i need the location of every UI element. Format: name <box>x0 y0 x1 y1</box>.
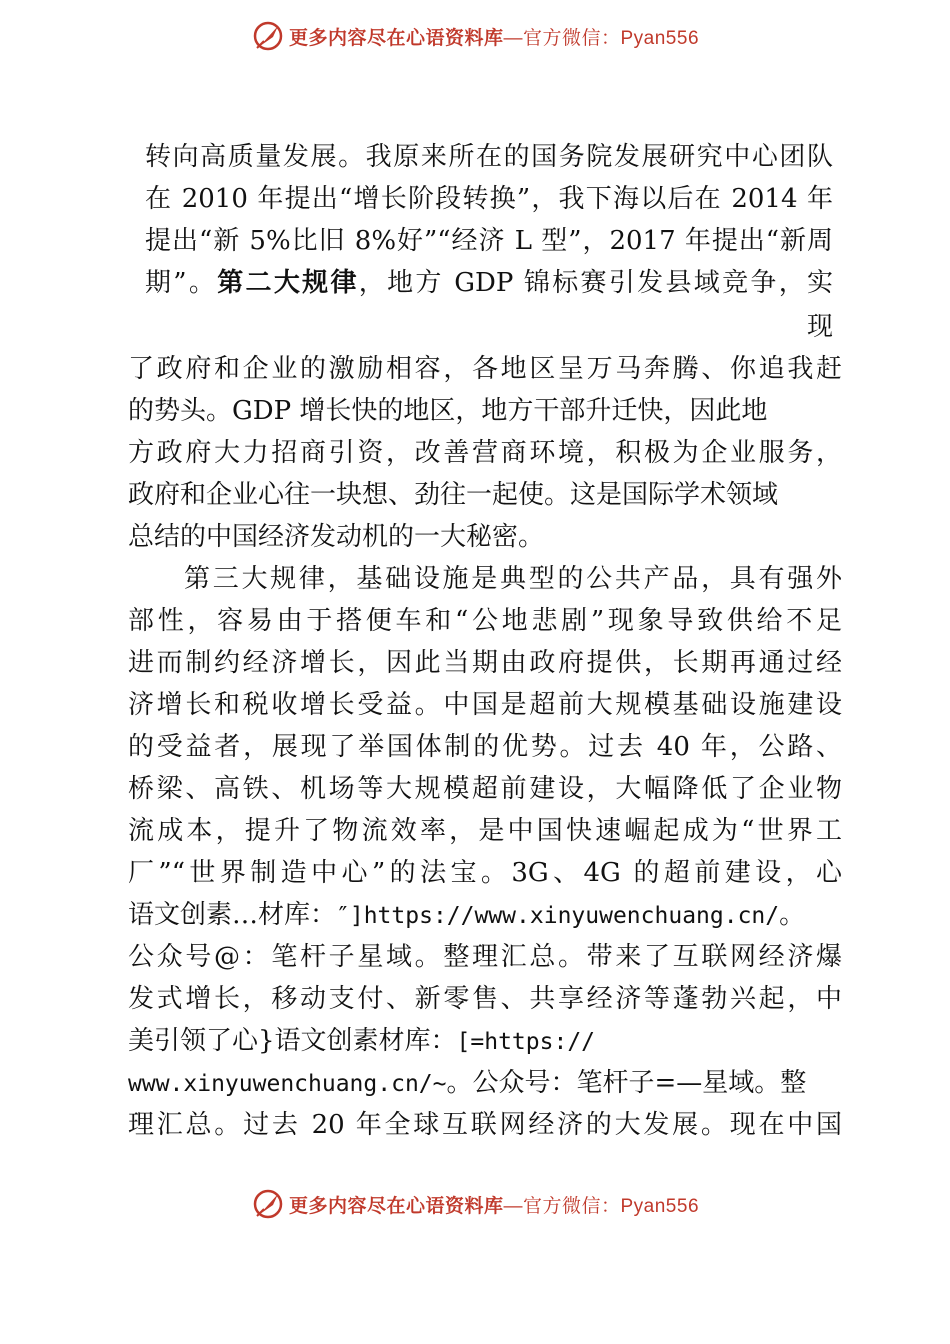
bold-heading-second-law: 第二大规律 <box>217 268 359 298</box>
footer-banner-text <box>289 1191 699 1218</box>
p2-line-9-end: 。 <box>779 900 806 930</box>
p1-line-5: 现 <box>806 312 833 342</box>
p2-line-2: 部性，容易由于搭便车和“公地悲剧”现象导致供给不足 <box>128 606 842 636</box>
p2-line-10: 公众号@：笔杆子星域。整理汇总。带来了互联网经济爆 <box>128 942 842 972</box>
p2-line-6: 桥梁、高铁、机场等大规模超前建设，大幅降低了企业物 <box>128 774 842 804</box>
p2-line-13-end: 。公众号：笔杆子=—星域。整 <box>446 1068 807 1098</box>
url-text-1: ″]https://www.xinyuwenchuang.cn/ <box>336 903 780 929</box>
p2-line-12 <box>128 1024 842 1059</box>
p1-line-6: 了政府和企业的激励相容，各地区呈万马奔腾、你追我赶 <box>128 354 842 384</box>
banner-contact-text: —官方微信：Pyan556 <box>503 27 700 49</box>
p2-line-13 <box>128 1066 842 1101</box>
p2-line-4: 济增长和税收增长受益。中国是超前大规模基础设施建设 <box>128 690 842 720</box>
header-banner-text <box>289 23 699 50</box>
p1-line-9: 政府和企业心往一块想、劲往一起使。这是国际学术领域 <box>128 480 779 510</box>
quill-logo-icon <box>251 1187 285 1221</box>
header-banner <box>0 16 950 56</box>
p1-line-10: 总结的中国经济发动机的一大秘密。 <box>128 522 545 552</box>
p1-line-4 <box>145 266 833 300</box>
url-text-3: www.xinyuwenchuang.cn/~ <box>128 1071 447 1097</box>
p1-line-4-start: 期”。 <box>145 268 218 298</box>
p1-line-1: 转向高质量发展。我原来所在的国务院发展研究中心团队 <box>145 142 833 172</box>
p2-line-3: 进而制约经济增长，因此当期由政府提供，长期再通过经 <box>128 648 842 678</box>
url-text-2: [=https:// <box>456 1029 596 1055</box>
p1-line-3: 提出“新 5%比旧 8%好”“经济 L 型”，2017 年提出“新周 <box>145 226 833 256</box>
p2-line-1: 第三大规律，基础设施是典型的公共产品，具有强外 <box>184 564 842 594</box>
p2-line-5: 的受益者，展现了举国体制的优势。过去 40 年，公路、 <box>128 732 842 762</box>
p2-line-8: 厂”“世界制造中心”的法宝。3G、4G 的超前建设，心 <box>128 858 842 888</box>
p2-line-9 <box>128 898 842 933</box>
p2-line-9-start: 语文创素…材库： <box>128 900 337 930</box>
p1-line-7: 的势头。GDP 增长快的地区，地方干部升迁快，因此地 <box>128 396 768 426</box>
p2-line-11: 发式增长，移动支付、新零售、共享经济等蓬勃兴起，中 <box>128 984 842 1014</box>
footer-banner <box>0 1184 950 1224</box>
banner-lead-text: 更多内容尽在心语资料库 <box>288 26 504 49</box>
p2-line-14: 理汇总。过去 20 年全球互联网经济的大发展。现在中国 <box>128 1110 842 1140</box>
p1-line-8: 方政府大力招商引资，改善营商环境，积极为企业服务， <box>128 438 842 468</box>
p1-line-4-end: ，地方 GDP 锦标赛引发县域竞争，实 <box>358 268 834 298</box>
p2-line-12-start: 美引领了心}语文创素材库： <box>128 1026 457 1056</box>
footer-lead-text: 更多内容尽在心语资料库 <box>288 1194 504 1217</box>
footer-contact-text: —官方微信：Pyan556 <box>503 1195 700 1217</box>
p2-line-7: 流成本，提升了物流效率，是中国快速崛起成为“世界工 <box>128 816 842 846</box>
quill-logo-icon <box>251 19 285 53</box>
p1-line-2: 在 2010 年提出“增长阶段转换”，我下海以后在 2014 年 <box>145 184 833 214</box>
